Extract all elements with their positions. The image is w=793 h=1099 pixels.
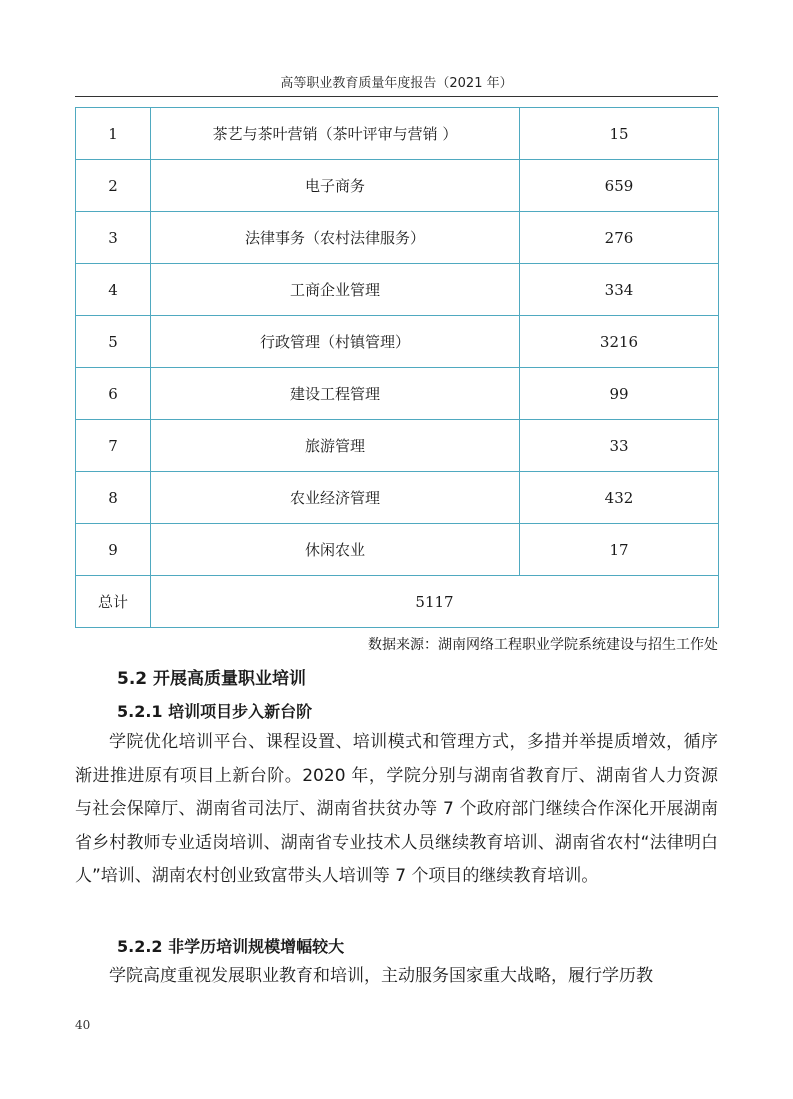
row-number: 4: [76, 264, 151, 316]
program-name: 茶艺与茶叶营销（茶叶评审与营销 ）: [151, 108, 520, 160]
trainee-count: 432: [520, 472, 719, 524]
total-value: 5117: [151, 576, 719, 628]
table-total-row: [76, 576, 719, 628]
trainee-count: 15: [520, 108, 719, 160]
program-name: 建设工程管理: [151, 368, 520, 420]
trainee-count: 659: [520, 160, 719, 212]
row-number: 1: [76, 108, 151, 160]
running-header: 高等职业教育质量年度报告（2021 年）: [280, 76, 513, 91]
row-number: 5: [76, 316, 151, 368]
paragraph-1: 学院优化培训平台、课程设置、培训模式和管理方式，多措并举提质增效，循序渐进推进原有项目上新台阶。2020 年，学院分别与湖南省教育厅、湖南省人力资源与社会保障厅、湖南省司法厅、湖南省扶贫办等 7 个政府部门继续合作深化开展湖南省乡村教师专业适岗培训、湖南省专业技术人员继续教育培训、湖南省农村“法律明白人”培训、湖南农村创业致富带头人培训等 7 个项目的继续教育培训。: [75, 732, 718, 886]
trainee-count: 3216: [520, 316, 719, 368]
training-table: [75, 107, 719, 628]
program-name: 法律事务（农村法律服务）: [151, 212, 520, 264]
row-number: 2: [76, 160, 151, 212]
section-heading: 5.2 开展高质量职业培训: [117, 669, 307, 689]
subsection-heading-1: 5.2.1 培训项目步入新台阶: [117, 702, 313, 721]
row-number: 8: [76, 472, 151, 524]
trainee-count: 33: [520, 420, 719, 472]
trainee-count: 17: [520, 524, 719, 576]
table-row: [76, 368, 719, 420]
table-row: [76, 316, 719, 368]
row-number: 9: [76, 524, 151, 576]
program-name: 工商企业管理: [151, 264, 520, 316]
table-row: [76, 160, 719, 212]
program-name: 电子商务: [151, 160, 520, 212]
table-row: [76, 264, 719, 316]
table-row: [76, 212, 719, 264]
paragraph-2: 学院高度重视发展职业教育和培训，主动服务国家重大战略，履行学历教: [109, 966, 653, 986]
row-number: 7: [76, 420, 151, 472]
program-name: 行政管理（村镇管理）: [151, 316, 520, 368]
program-name: 旅游管理: [151, 420, 520, 472]
program-name: 休闲农业: [151, 524, 520, 576]
trainee-count: 99: [520, 368, 719, 420]
table-row: [76, 524, 719, 576]
table-source-note: 数据来源：湖南网络工程职业学院系统建设与招生工作处: [368, 637, 718, 653]
trainee-count: 334: [520, 264, 719, 316]
table-row: [76, 472, 719, 524]
total-label: 总计: [76, 576, 151, 628]
page-number: 40: [75, 1018, 91, 1032]
row-number: 6: [76, 368, 151, 420]
program-name: 农业经济管理: [151, 472, 520, 524]
header-rule: [75, 96, 718, 97]
subsection-heading-2: 5.2.2 非学历培训规模增幅较大: [117, 937, 345, 956]
table-row: [76, 108, 719, 160]
trainee-count: 276: [520, 212, 719, 264]
row-number: 3: [76, 212, 151, 264]
table-row: [76, 420, 719, 472]
